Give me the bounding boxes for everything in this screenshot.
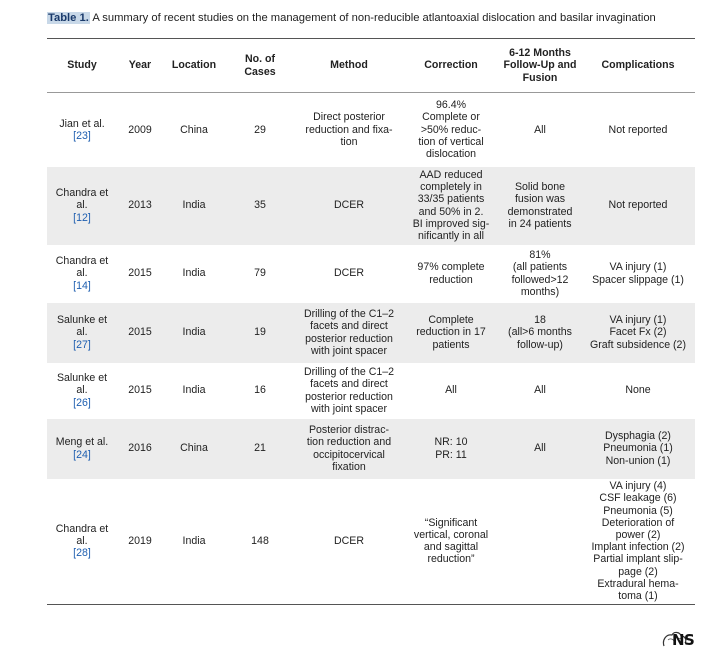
study-cell xyxy=(47,245,117,303)
method-cell xyxy=(295,419,403,479)
location-cell: India xyxy=(163,303,225,363)
followup-cell-line: (all>6 months xyxy=(508,326,572,339)
method-cell-line: with joint spacer xyxy=(311,402,387,415)
followup-cell xyxy=(499,245,581,303)
reference-link[interactable]: [12] xyxy=(73,211,91,224)
correction-cell-line: dislocation xyxy=(425,148,477,161)
reference-link[interactable]: [28] xyxy=(73,547,91,560)
complications-cell-line: Implant infection (2) xyxy=(591,541,685,554)
reference-link[interactable]: [27] xyxy=(73,338,91,351)
location-cell: India xyxy=(182,267,206,280)
complications-cell-line: Graft subsidence (2) xyxy=(590,338,686,351)
complications-cell-line: Pneumonia (1) xyxy=(603,442,673,455)
complications-cell-line: Spacer slippage (1) xyxy=(592,273,684,286)
cases-cell: 29 xyxy=(254,123,266,136)
cases-cell: 16 xyxy=(254,384,266,397)
followup-cell-line: Solid bone xyxy=(514,181,566,194)
followup-cell xyxy=(499,303,581,363)
table-row xyxy=(47,363,695,419)
table-row xyxy=(47,93,695,167)
complications-cell xyxy=(581,167,695,245)
followup-cell-line: 18 xyxy=(534,314,546,327)
header-method: Method xyxy=(295,39,403,93)
complications-cell-line: Not reported xyxy=(608,199,668,212)
correction-cell xyxy=(403,167,499,245)
followup-cell xyxy=(499,419,581,479)
method-cell-line: Posterior distrac- xyxy=(308,424,390,437)
year-cell: 2009 xyxy=(128,123,152,136)
study-cell-line: Chandra et xyxy=(55,187,109,200)
reference-link[interactable]: [26] xyxy=(73,396,91,409)
method-cell-line: fixation xyxy=(332,460,366,473)
method-cell xyxy=(295,303,403,363)
correction-cell-line: PR: 11 xyxy=(435,448,467,461)
complications-cell-line: Non-union (1) xyxy=(605,454,671,467)
study-cell-line: al. xyxy=(76,199,88,212)
complications-cell xyxy=(581,93,695,167)
correction-cell xyxy=(403,303,499,363)
table-row xyxy=(47,303,695,363)
table-caption-text: A summary of recent studies on the management of non-reducible atlantoaxial dislocation and basilar invagination xyxy=(89,12,656,24)
location-cell: India xyxy=(163,167,225,245)
table-row xyxy=(47,479,695,605)
header-correction: Correction xyxy=(403,39,499,93)
study-cell xyxy=(47,363,117,419)
followup-cell-line: in 24 patients xyxy=(508,217,572,230)
method-cell-line: posterior reduction xyxy=(305,390,393,403)
method-cell-line: posterior reduction xyxy=(305,332,393,345)
correction-cell xyxy=(403,363,499,419)
method-cell-line: Direct posterior xyxy=(313,111,385,124)
followup-cell xyxy=(499,167,581,245)
method-cell-line: DCER xyxy=(333,267,365,280)
study-cell-line: al. xyxy=(76,267,88,280)
complications-cell-line: Dysphagia (2) xyxy=(605,430,671,443)
journal-logo xyxy=(660,628,704,650)
table-row xyxy=(47,245,695,303)
method-cell-line: Drilling of the C1–2 xyxy=(303,366,395,379)
complications-cell xyxy=(581,479,695,605)
study-cell-line: Salunke et xyxy=(56,314,108,327)
reference-link[interactable]: [14] xyxy=(73,279,91,292)
correction-cell xyxy=(403,419,499,479)
study-cell-line: Jian et al. xyxy=(59,117,105,130)
method-cell-line: with joint spacer xyxy=(311,344,387,357)
complications-cell-line: power (2) xyxy=(615,529,661,542)
correction-cell-line: BI improved sig- xyxy=(412,217,490,230)
method-cell-line: facets and direct xyxy=(310,320,388,333)
followup-cell-line: All xyxy=(534,384,546,397)
location-cell: China xyxy=(180,123,208,136)
correction-cell-line: reduction xyxy=(429,273,473,286)
study-cell-line: Chandra et xyxy=(55,522,109,535)
correction-cell-line: Complete or xyxy=(422,111,480,124)
followup-cell-line: months) xyxy=(520,285,560,298)
correction-cell-line: 97% complete xyxy=(417,261,485,274)
complications-cell-line: None xyxy=(625,384,651,397)
complications-cell-line: toma (1) xyxy=(618,590,658,603)
followup-cell xyxy=(499,479,581,605)
header-study: Study xyxy=(47,39,117,93)
cases-cell: 35 xyxy=(225,167,295,245)
correction-cell-line: All xyxy=(445,384,457,397)
complications-cell-line: Pneumonia (5) xyxy=(603,504,673,517)
followup-cell-line: fusion was xyxy=(514,193,566,206)
correction-cell-line: nificantly in all xyxy=(418,229,484,242)
year-cell: 2016 xyxy=(117,419,163,479)
method-cell xyxy=(295,479,403,605)
complications-cell-line: Partial implant slip- xyxy=(593,553,683,566)
correction-cell-line: reduction in 17 xyxy=(416,326,486,339)
complications-cell-line: VA injury (1) xyxy=(609,261,667,274)
complications-cell-line: VA injury (1) xyxy=(609,314,667,327)
followup-cell xyxy=(499,363,581,419)
correction-cell xyxy=(403,93,499,167)
study-cell-line: Meng et al. xyxy=(55,436,109,449)
complications-cell-line: Extradural hema- xyxy=(597,577,679,590)
method-cell-line: facets and direct xyxy=(310,378,388,391)
correction-cell-line: “Significant xyxy=(424,516,478,529)
complications-cell xyxy=(581,419,695,479)
study-cell-line: al. xyxy=(76,384,88,397)
correction-cell-line: tion of vertical xyxy=(418,135,484,148)
table-caption xyxy=(47,12,656,24)
correction-cell-line: vertical, coronal xyxy=(413,529,489,542)
method-cell-line: reduction and fixa- xyxy=(305,123,393,136)
header-follow-up-and-fusion: 6-12 Months Follow-Up and Fusion xyxy=(499,39,581,93)
year-cell: 2013 xyxy=(117,167,163,245)
header-row xyxy=(47,39,695,93)
year-cell: 2019 xyxy=(117,479,163,605)
table-body xyxy=(47,93,695,605)
correction-cell-line: patients xyxy=(432,338,470,351)
complications-cell-line: Deterioration of xyxy=(601,516,675,529)
complications-cell xyxy=(581,245,695,303)
complications-cell xyxy=(581,303,695,363)
correction-cell-line: Complete xyxy=(428,314,474,327)
cases-cell: 19 xyxy=(225,303,295,363)
followup-cell-line: All xyxy=(534,442,546,455)
method-cell xyxy=(295,363,403,419)
study-cell-line: al. xyxy=(76,535,88,548)
study-cell-line: Chandra et xyxy=(55,255,109,268)
location-cell: India xyxy=(163,479,225,605)
followup-cell-line: 81% xyxy=(529,249,551,262)
location-cell: China xyxy=(163,419,225,479)
study-cell xyxy=(47,419,117,479)
correction-cell xyxy=(403,245,499,303)
correction-cell-line: 33/35 patients xyxy=(417,193,485,206)
complications-cell-line: VA injury (4) xyxy=(609,480,667,493)
year-cell: 2015 xyxy=(128,384,152,397)
study-cell-line: al. xyxy=(76,326,88,339)
cases-cell: 148 xyxy=(225,479,295,605)
correction-cell-line: and sagittal xyxy=(423,541,479,554)
cases-cell: 21 xyxy=(225,419,295,479)
header-year: Year xyxy=(117,39,163,93)
complications-cell xyxy=(581,363,695,419)
correction-cell-line: AAD reduced xyxy=(419,168,483,181)
method-cell xyxy=(295,245,403,303)
header-complications: Complications xyxy=(581,39,695,93)
study-cell xyxy=(47,93,117,167)
method-cell xyxy=(295,167,403,245)
correction-cell-line: 96.4% xyxy=(435,99,467,112)
followup-cell xyxy=(499,93,581,167)
table-label: Table 1. xyxy=(48,12,89,24)
method-cell-line: DCER xyxy=(333,199,365,212)
followup-cell-line: follow-up) xyxy=(517,338,563,351)
method-cell-line: Drilling of the C1–2 xyxy=(303,308,395,321)
header-location: Location xyxy=(163,39,225,93)
complications-cell-line: page (2) xyxy=(618,565,658,578)
correction-cell xyxy=(403,479,499,605)
followup-cell-line: All xyxy=(534,123,546,136)
followup-cell-line: followed>12 xyxy=(511,273,569,286)
study-cell xyxy=(47,167,117,245)
reference-link[interactable]: [24] xyxy=(73,448,91,461)
correction-cell-line: and 50% in 2. xyxy=(418,205,484,218)
year-cell: 2015 xyxy=(117,303,163,363)
method-cell-line: tion reduction and xyxy=(306,436,392,449)
complications-cell-line: CSF leakage (6) xyxy=(599,492,677,505)
followup-cell-line: demonstrated xyxy=(507,205,573,218)
cases-cell: 79 xyxy=(254,267,266,280)
method-cell xyxy=(295,93,403,167)
table-row xyxy=(47,167,695,245)
studies-table xyxy=(47,38,695,605)
logo-text: NS xyxy=(672,631,695,649)
method-cell-line: DCER xyxy=(333,535,365,548)
followup-cell-line: (all patients xyxy=(512,261,568,274)
complications-cell-line: Not reported xyxy=(608,123,668,136)
year-cell: 2015 xyxy=(128,267,152,280)
location-cell: India xyxy=(182,384,206,397)
study-cell-line: Salunke et xyxy=(56,372,108,385)
study-cell xyxy=(47,479,117,605)
complications-cell-line: Facet Fx (2) xyxy=(609,326,667,339)
method-cell-line: occipitocervical xyxy=(313,448,385,461)
study-cell xyxy=(47,303,117,363)
correction-cell-line: reduction” xyxy=(427,553,475,566)
correction-cell-line: >50% reduc- xyxy=(420,123,482,136)
correction-cell-line: NR: 10 xyxy=(434,436,468,449)
correction-cell-line: completely in xyxy=(420,181,482,194)
table-row xyxy=(47,419,695,479)
reference-link[interactable]: [23] xyxy=(73,129,91,142)
method-cell-line: tion xyxy=(340,135,358,148)
header-no-of-cases: No. of Cases xyxy=(225,39,295,93)
